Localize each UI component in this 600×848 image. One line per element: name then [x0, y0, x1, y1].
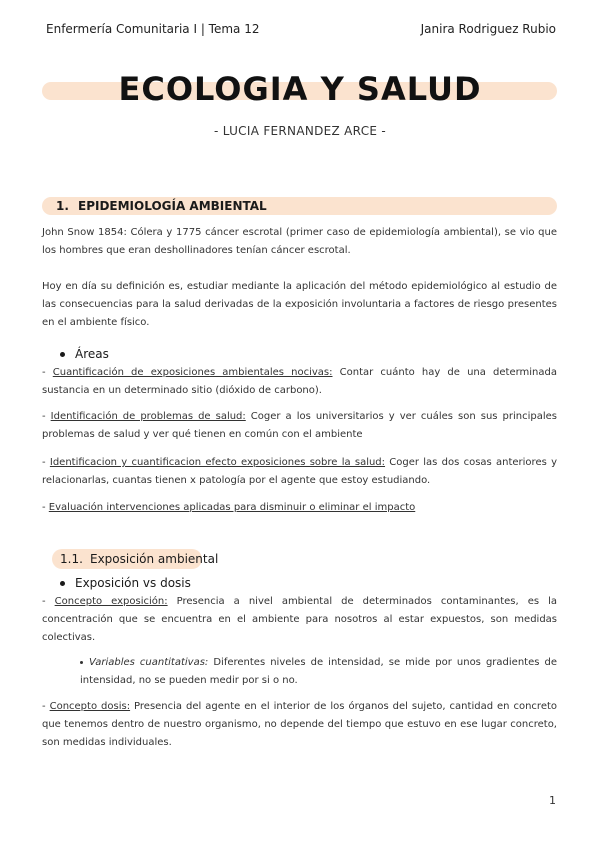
section11-title: Exposición ambiental [90, 552, 219, 566]
areas-title: Áreas [75, 347, 109, 361]
concept-text: Presencia a nivel ambiental de determinados contaminantes, es la concentración que se encuentra en el ambiente para nosotros al estar expuestos, son medidas colectivas. [42, 596, 557, 643]
concept-dose [42, 698, 557, 752]
page-title: ECOLOGIA Y SALUD [118, 70, 482, 108]
page-number: 1 [549, 794, 556, 807]
exposure-dose-heading [60, 576, 191, 590]
variables-item [80, 654, 557, 690]
section1-title: EPIDEMIOLOGÍA AMBIENTAL [78, 199, 267, 213]
concept-prefix: - [42, 596, 55, 607]
section1-para2: Hoy en día su definición es, estudiar mediante la aplicación del método epidemiológico al estudio de las consecuencias para la salud derivadas de la exposición involuntaria a factores de riesgo presentes en el ambiente físico. [42, 281, 557, 328]
concept-term: Concepto dosis: [49, 701, 131, 712]
section11-number: 1.1. [60, 552, 83, 566]
exposure-dose-title: Exposición vs dosis [75, 576, 191, 590]
variables-text: Diferentes niveles de intensidad, se mide por unos gradientes de intensidad, no se pueden medir por si o no. [80, 657, 557, 686]
area-text: Coger a los universitarios y ver cuáles son sus principales problemas de salud y ver qué tienen en común con el ambiente [42, 411, 557, 440]
area-item [42, 454, 557, 490]
area-item [42, 364, 557, 400]
area-prefix: - [42, 411, 51, 422]
area-term: Cuantificación de exposiciones ambientales nocivas: [52, 367, 333, 378]
area-text: Coger las dos cosas anteriores y relacionarlas, cuantas tienen x patología por el agente que estoy estudiando. [42, 457, 557, 486]
section11-heading [60, 552, 218, 566]
area-item [42, 408, 557, 444]
variables-term: Variables cuantitativas: [89, 657, 209, 668]
concept-exposure [42, 593, 557, 647]
concept-text: Presencia del agente en el interior de los órganos del sujeto, cantidad en concreto que tenemos dentro de nuestro organismo, no depende del tiempo que estuvo en ese lugar concreto, son medidas individuales. [42, 701, 558, 748]
small-bullet-dot [80, 661, 83, 664]
area-prefix: - [42, 457, 50, 468]
area-prefix: - [42, 367, 53, 378]
area-item [42, 499, 557, 517]
section1-number: 1. [56, 199, 69, 213]
header-course: Enfermería Comunitaria I | Tema 12 [46, 22, 260, 36]
areas-heading [60, 347, 109, 361]
header-author: Janira Rodriguez Rubio [420, 22, 556, 36]
area-prefix: - [42, 502, 49, 513]
bullet-dot [60, 581, 65, 586]
section1-heading [56, 199, 267, 213]
page-subtitle: - LUCIA FERNANDEZ ARCE - [213, 124, 387, 138]
area-term: Identificación de problemas de salud: [50, 411, 246, 422]
area-term: Identificacion y cuantificacion efecto exposiciones sobre la salud: [49, 457, 386, 468]
area-term: Evaluación intervenciones aplicadas para disminuir o eliminar el impacto [48, 502, 416, 513]
concept-term: Concepto exposición: [54, 596, 168, 607]
concept-prefix: - [42, 701, 50, 712]
bullet-dot [60, 352, 65, 357]
area-text: Contar cuánto hay de una determinada sustancia en un determinado sitio (dióxido de carbono). [42, 367, 557, 396]
section1-para1: John Snow 1854: Cólera y 1775 cáncer escrotal (primer caso de epidemiología ambiental), se vio que los hombres que eran deshollinadores tenían cáncer escrotal. [42, 227, 557, 256]
